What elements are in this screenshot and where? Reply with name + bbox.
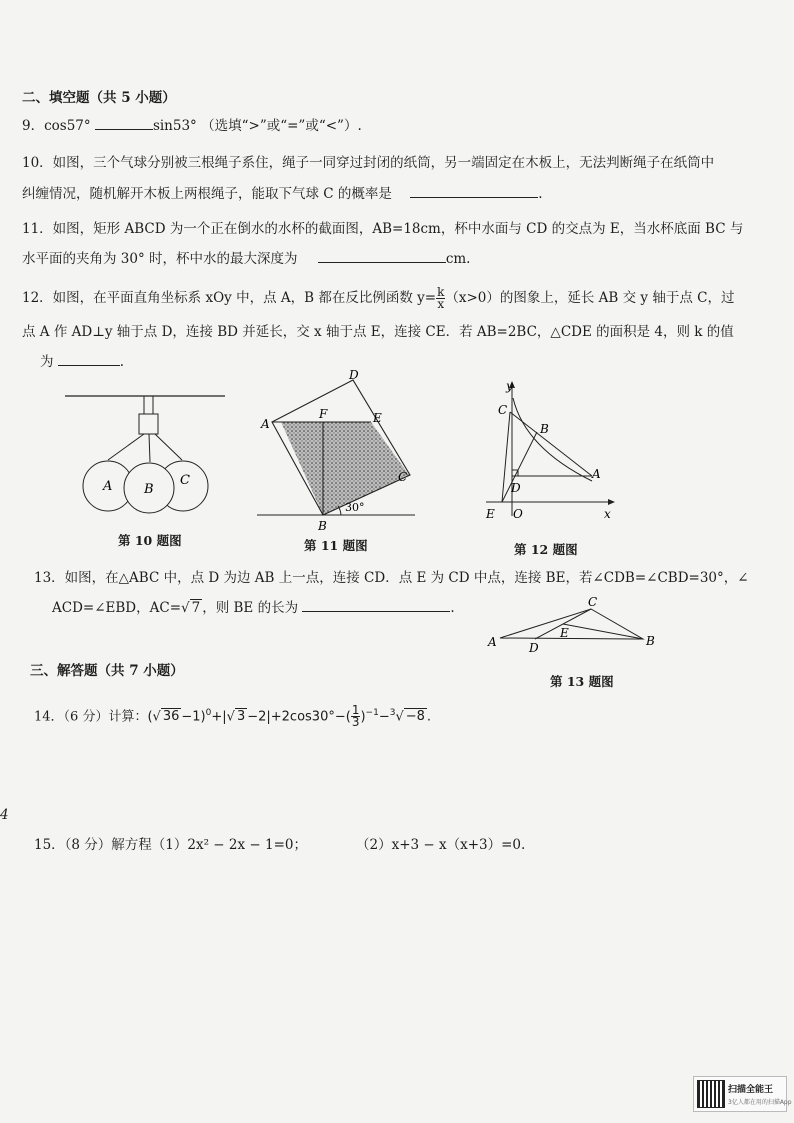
q14-frac-num: 1 xyxy=(351,703,360,718)
q14-exp0: 0 xyxy=(205,708,212,718)
question-10-line2 xyxy=(22,185,543,203)
q14-part4: −2|+2cos30°−( xyxy=(247,709,351,725)
fig11-label-f: F xyxy=(319,407,328,421)
q10-line1: 10．如图，三个气球分别被三根绳子系住，绳子一同穿过封闭的纸筒，另一端固定在木板上，无法判断绳子在纸筒中 xyxy=(22,155,715,171)
q12-end: . xyxy=(119,354,125,370)
q14-end: . xyxy=(426,709,432,725)
q13-line2a: ACD=∠EBD，AC= xyxy=(52,600,182,616)
qr-code-icon xyxy=(697,1080,725,1108)
fig13-label-c: C xyxy=(588,595,598,609)
figure-11 xyxy=(255,370,430,535)
q14-sqrt36: 36 xyxy=(162,709,180,725)
q14-cube-index: 3 xyxy=(389,708,396,718)
q12-line1a: 12．如图，在平面直角坐标系 xOy 中，点 A，B 都在反比例函数 y= xyxy=(22,290,437,306)
q10-line2-text: 纠缠情况，随机解开木板上两根绳子，能取下气球 C 的概率是 xyxy=(22,186,392,202)
q13-end: . xyxy=(450,600,455,616)
q14-frac-den: 3 xyxy=(351,715,360,730)
q13-answer-blank[interactable] xyxy=(302,611,450,612)
fig13-label-b: B xyxy=(646,634,655,648)
q11-answer-blank[interactable] xyxy=(318,262,446,263)
fig10-caption: 第 10 题图 xyxy=(118,533,182,548)
fig13-caption: 第 13 题图 xyxy=(550,674,614,689)
fig12-x-arrow xyxy=(608,499,615,505)
fig11-label-e: E xyxy=(373,411,382,425)
q10-end: . xyxy=(538,186,543,202)
q12-fraction xyxy=(436,287,445,310)
fig11-caption: 第 11 题图 xyxy=(304,538,368,553)
question-11-line2 xyxy=(22,250,470,268)
q14-fraction xyxy=(351,705,361,728)
q11-unit: cm. xyxy=(445,251,471,267)
fig13-label-a: A xyxy=(488,635,497,649)
q12-line3-text: 为 xyxy=(40,354,54,370)
fig10-label-a: A xyxy=(103,479,113,494)
q12-answer-blank[interactable] xyxy=(58,365,120,366)
q14-part2: −1) xyxy=(181,709,206,725)
q9-left: cos57° xyxy=(44,118,91,134)
section3-title: 三、解答题（共 7 小题） xyxy=(30,663,184,679)
q13-line1: 13．如图，在△ABC 中，点 D 为边 AB 上一点，连接 CD．点 E 为 CD 中点，连接 BE，若∠CDB=∠CBD=30°，∠ xyxy=(34,570,749,586)
stamp-subtitle: 3亿人都在用的扫描App xyxy=(728,1099,792,1106)
fig13-label-e: E xyxy=(560,626,569,640)
question-9 xyxy=(22,117,362,135)
question-13-line2: ACD=∠EBD，AC=√ 7 ，则 BE 的长为 . xyxy=(52,600,455,616)
figure-10 xyxy=(60,386,230,526)
figure-13 xyxy=(484,594,664,656)
q15-part1: 15．（8 分）解方程（1）2x² − 2x − 1=0； xyxy=(34,837,307,853)
q9-answer-blank[interactable] xyxy=(95,129,153,130)
q12-frac-den: x xyxy=(437,297,445,311)
fig10-label-b: B xyxy=(144,482,154,497)
q9-right: sin53° xyxy=(152,118,197,134)
fig12-label-d: D xyxy=(511,481,521,495)
question-12-line1 xyxy=(22,287,734,310)
fig12-curve xyxy=(513,398,592,481)
margin-mark: 4 xyxy=(0,807,9,823)
fig12-label-b: B xyxy=(540,422,549,436)
fig12-line-ca xyxy=(510,412,592,476)
q14-part5: ) xyxy=(360,709,366,725)
section2-title: 二、填空题（共 5 小题） xyxy=(22,90,176,106)
fig10-string-b xyxy=(149,434,150,462)
fig12-label-c: C xyxy=(498,403,508,417)
q13-sqrt: 7 xyxy=(191,600,201,616)
fig11-label-b: B xyxy=(318,519,327,533)
q15-part2: （2）x+3 − x（x+3）=0. xyxy=(356,837,526,853)
fig10-string-c xyxy=(155,434,182,460)
fig10-label-c: C xyxy=(180,473,190,488)
q12-frac-num: k xyxy=(437,285,445,299)
scanner-stamp xyxy=(693,1076,792,1112)
q12-line1b: （x>0）的图象上，延长 AB 交 y 轴于点 C，过 xyxy=(445,290,735,306)
fig12-caption: 第 12 题图 xyxy=(514,542,578,557)
q9-hint: （选填“>”或“=”或“<”）. xyxy=(201,118,362,134)
q14-radicand-neg8: −8 xyxy=(405,709,425,725)
q11-line2-text: 水平面的夹角为 30° 时，杯中水的最大深度为 xyxy=(22,251,298,267)
question-14: 14．（6 分）计算：(√ 36 −1)$^0$+|√ 3 −2|+2cos30°−( $\frac{1}{3}$ )$^{-1}$−$^3$√ −8 . xyxy=(34,703,432,730)
question-12-line3 xyxy=(40,353,124,371)
q13-line2b: ，则 BE 的长为 xyxy=(202,600,299,616)
fig10-string-a xyxy=(108,434,144,460)
fig11-label-d: D xyxy=(349,370,359,382)
q14-part3: +| xyxy=(211,709,227,725)
fig12-label-e: E xyxy=(486,507,495,521)
fig11-label-a: A xyxy=(261,417,270,431)
q14-part1: ( xyxy=(147,709,153,725)
fig10-tube xyxy=(139,414,158,434)
fig13-label-d: D xyxy=(529,641,539,655)
fig12-label-y: y xyxy=(506,379,513,393)
q14-exp-neg1: −1 xyxy=(365,708,379,718)
fig11-label-c: C xyxy=(398,470,408,484)
figure-12 xyxy=(480,378,620,523)
fig12-label-x: x xyxy=(604,507,611,521)
q12-line2: 点 A 作 AD⊥y 轴于点 D，连接 BD 并延长，交 x 轴于点 E，连接 CE．若 AB=2BC，△CDE 的面积是 4，则 k 的值 xyxy=(22,324,734,340)
fig12-label-o: O xyxy=(513,507,523,521)
q14-prefix: 14．（6 分）计算： xyxy=(34,709,148,725)
q11-line1: 11．如图，矩形 ABCD 为一个正在倒水的水杯的截面图，AB=18cm，杯中水面与 CD 的交点为 E，当水杯底面 BC 与 xyxy=(22,221,744,237)
fig12-label-a: A xyxy=(592,467,601,481)
q10-answer-blank[interactable] xyxy=(410,197,538,198)
fig11-angle-label: 30° xyxy=(345,501,365,514)
stamp-title: 扫描全能王 xyxy=(728,1085,774,1095)
q9-number: 9． xyxy=(22,118,45,134)
q14-part6: − xyxy=(378,709,390,725)
q14-sqrt3: 3 xyxy=(236,709,246,725)
